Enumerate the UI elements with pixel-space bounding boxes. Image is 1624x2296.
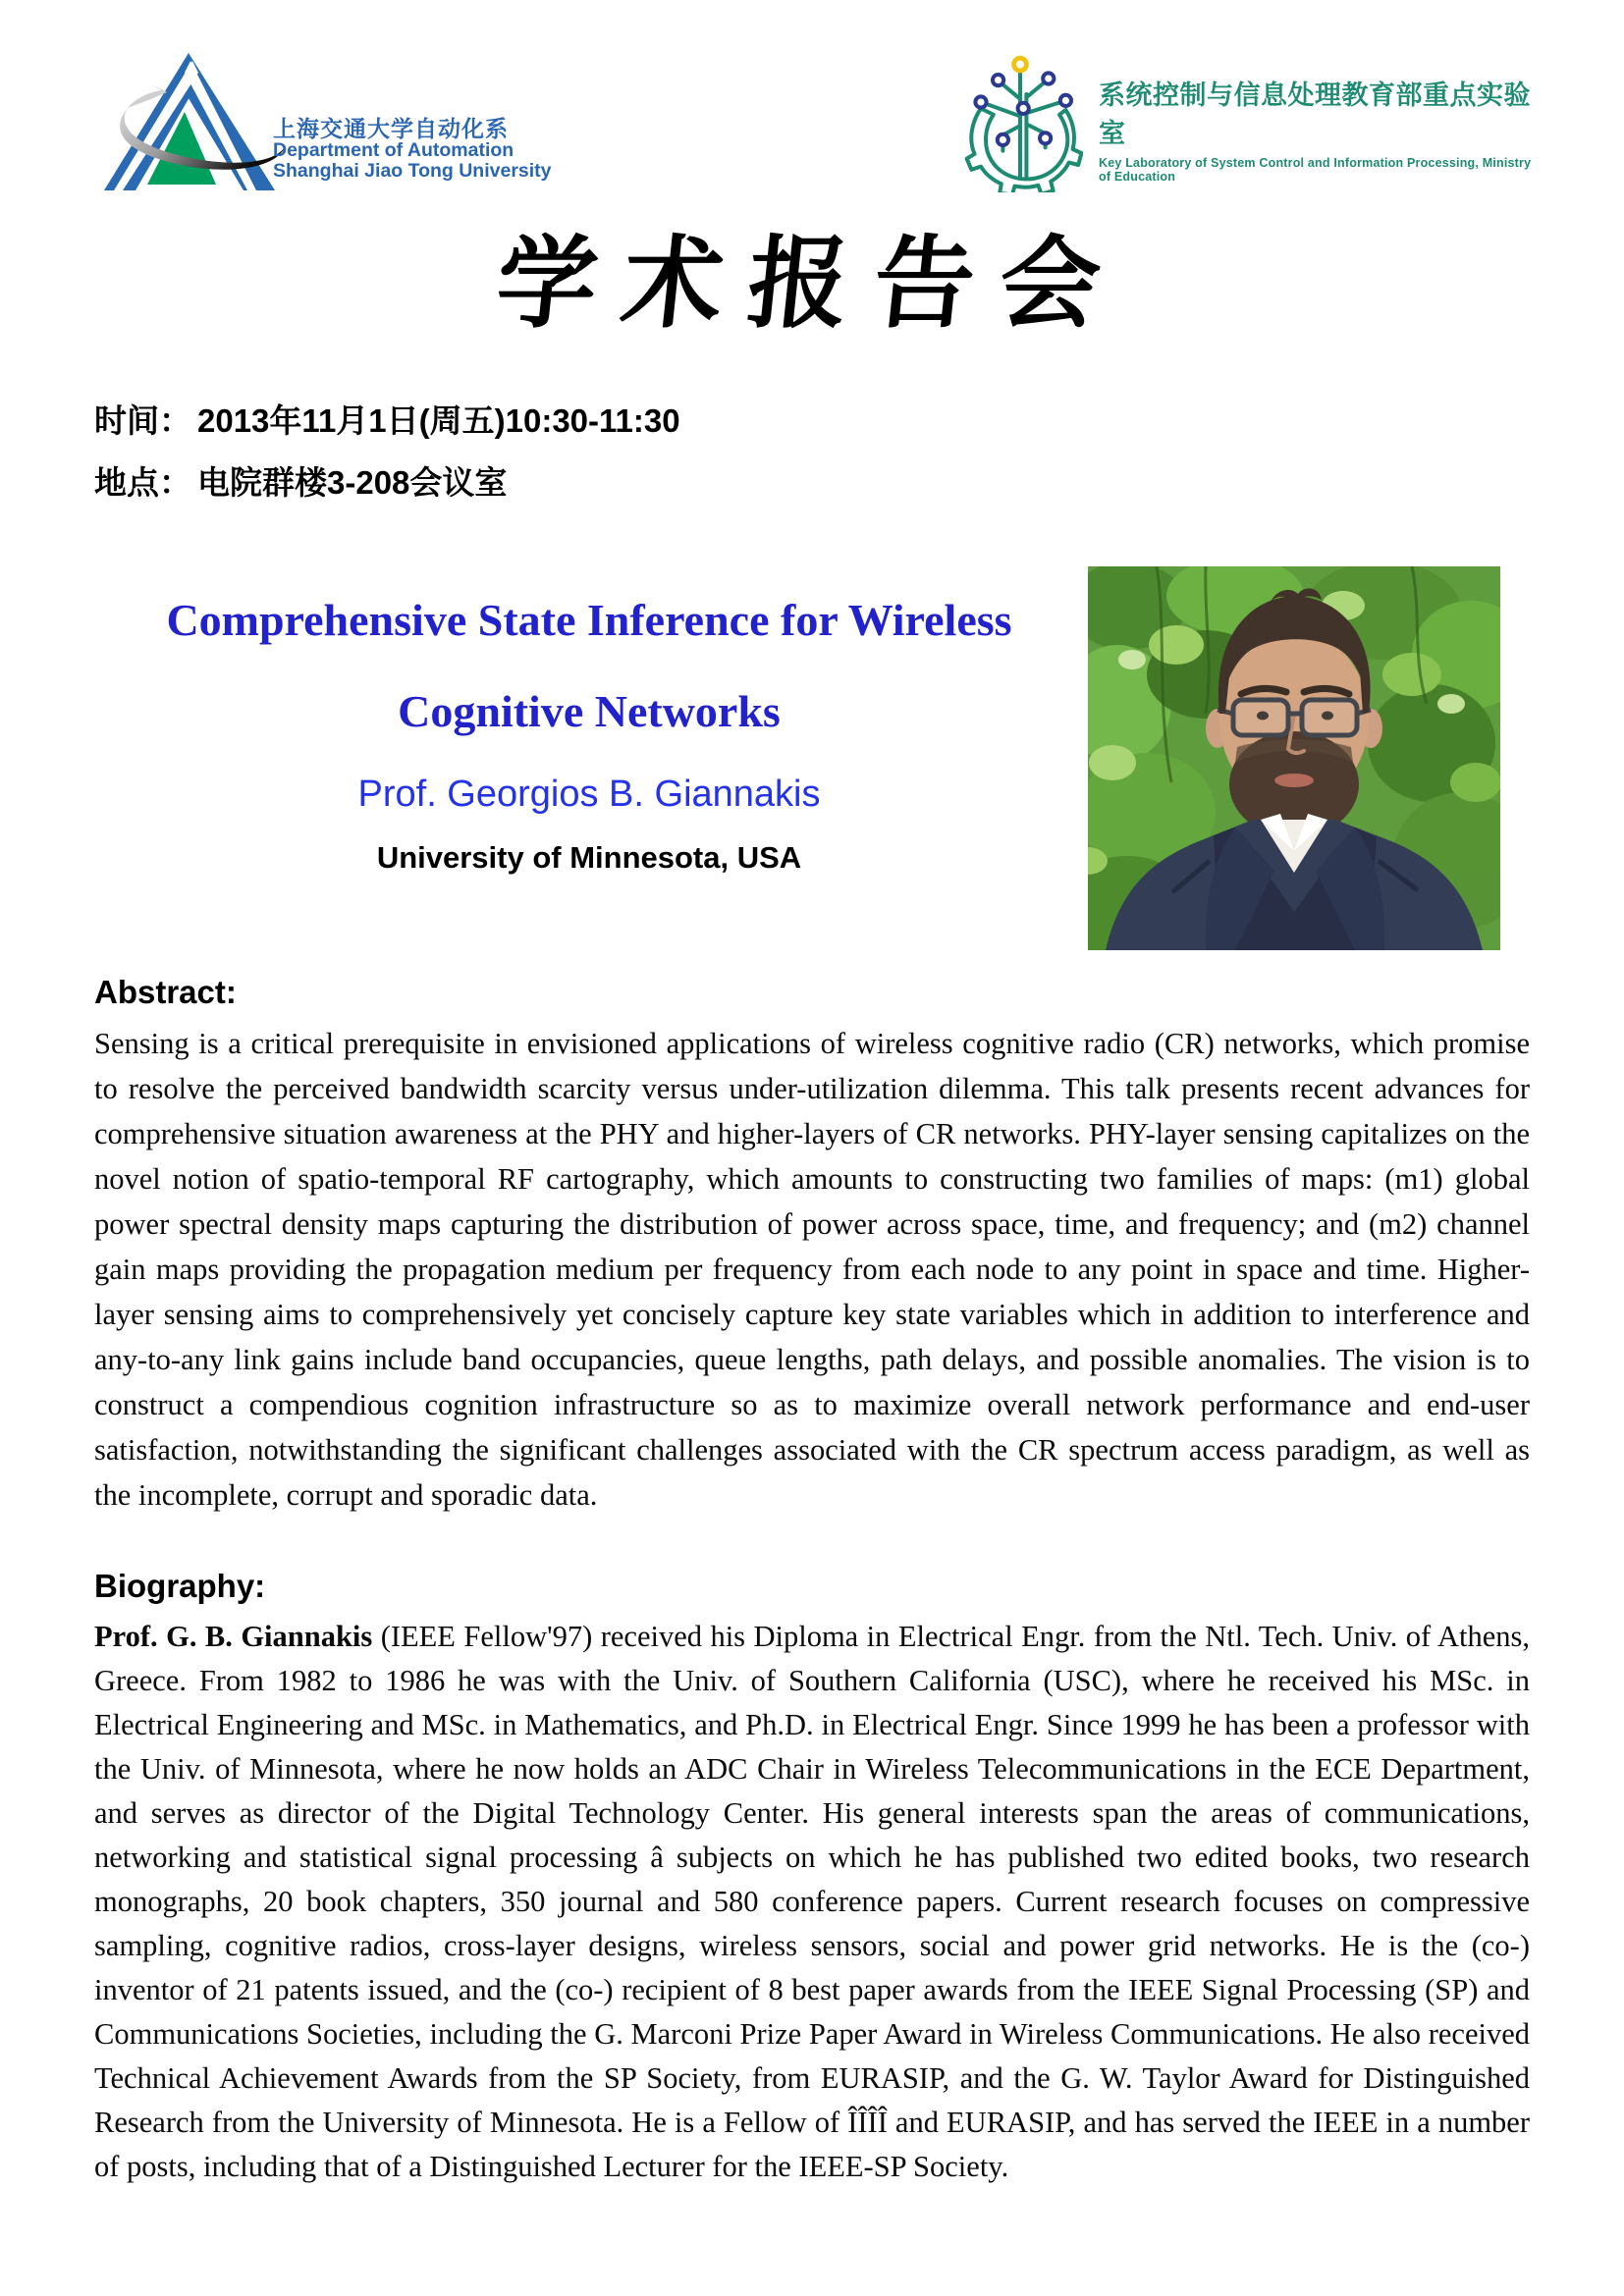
location-row <box>94 457 507 504</box>
biography-text <box>94 1615 1530 2189</box>
abstract-text: Sensing is a critical prerequisite in envisioned applications of wireless cognitive radio (CR) networks, which promise to resolve the perceived bandwidth scarcity versus under-utilization dilemma. This talk presents recent advances for comprehensive situation awareness at the PHY and higher-layers of CR networks. PHY-layer sensing capitalizes on the novel notion of spatio-temporal RF cartography, which amounts to constructing two families of maps: (m1) global power spectral density maps capturing the distribution of power across space, time, and frequency; and (m2) channel gain maps providing the propagation medium per frequency from each node to any point in space and time. Higher-layer sensing aims to comprehensively yet concisely capture key state variables which in addition to interference and any-to-any link gains include band occupancies, queue lengths, path delays, and possible anomalies. The vision is to construct a compendious cognition infrastructure so as to maximize overall network performance and end-user satisfaction, notwithstanding the significant challenges associated with the CR spectrum access paradigm, as well as the incomplete, corrupt and sporadic data. <box>94 1027 1530 1512</box>
time-label: 时间： <box>94 402 191 439</box>
key-lab-logo <box>957 47 1546 192</box>
key-lab-cn: 系统控制与信息处理教育部重点实验室 <box>1099 80 1531 148</box>
speaker-portrait-illustration <box>1088 566 1500 950</box>
sjtu-logo-en2: Shanghai Jiao Tong University <box>273 159 552 182</box>
abstract-heading: Abstract: <box>94 974 237 1010</box>
biography-lead: Prof. G. B. Giannakis <box>94 1620 373 1653</box>
speaker-affiliation: University of Minnesota, USA <box>376 840 802 875</box>
event-title-calligraphy: 学术报告会 <box>490 226 1132 343</box>
sjtu-logo-mark <box>90 47 287 192</box>
key-lab-logo-mark <box>957 47 1083 192</box>
talk-title-line2: Cognitive Networks <box>398 686 781 736</box>
key-lab-logo-text <box>1099 74 1546 184</box>
sjtu-logo-en1: Department of Automation <box>273 139 514 162</box>
key-lab-en: Key Laboratory of System Control and Information Processing, Ministry of Education <box>1099 156 1532 184</box>
talk-title-line1: Comprehensive State Inference for Wireless <box>166 595 1012 645</box>
sjtu-logo-cn: 上海交通大学自动化系 <box>273 115 509 141</box>
time-row <box>94 396 680 442</box>
time-value: 2013年11月1日(周五)10:30-11:30 <box>197 402 680 439</box>
sjtu-logo-text <box>273 115 552 192</box>
sjtu-automation-logo <box>90 47 640 192</box>
location-label: 地点： <box>94 464 191 501</box>
biography-body: (IEEE Fellow'97) received his Diploma in Electrical Engr. from the Ntl. Tech. Univ. of Athens, Greece. From 1982 to 1986 he was with the Univ. of Southern California (USC), where he received his MSc. in Electrical Engineering and MSc. in Mathematics, and Ph.D. in Electrical Engr. Since 1999 he has been a professor with the Univ. of Minnesota, where he now holds an ADC Chair in Wireless Telecommunications in the ECE Department, and serves as director of the Digital Technology Center. His general interests span the areas of communications, networking and statistical signal processing â subjects on which he has published two edited books, two research monographs, 20 book chapters, 350 journal and 580 conference papers. Current research focuses on compressive sampling, cognitive radios, cross-layer designs, wireless sensors, social and power grid networks. He is the (co-) inventor of 21 patents issued, and the (co-) recipient of 8 best paper awards from the IEEE Signal Processing (SP) and Communications Societies, including the G. Marconi Prize Paper Award in Wireless Communications. He also received Technical Achievement Awards from the SP Society, from EURASIP, and the G. W. Taylor Award for Distinguished Research from the University of Minnesota. He is a Fellow of ÎÎÎÎ and EURASIP, and has served the IEEE in a number of posts, including that of a Distinguished Lecturer for the IEEE-SP Society. <box>94 1620 1530 2183</box>
biography-heading: Biography: <box>94 1568 266 1604</box>
speaker-photo <box>1088 566 1500 950</box>
location-value: 电院群楼3-208会议室 <box>197 464 508 501</box>
speaker-name: Prof. Georgios B. Giannakis <box>357 774 821 815</box>
